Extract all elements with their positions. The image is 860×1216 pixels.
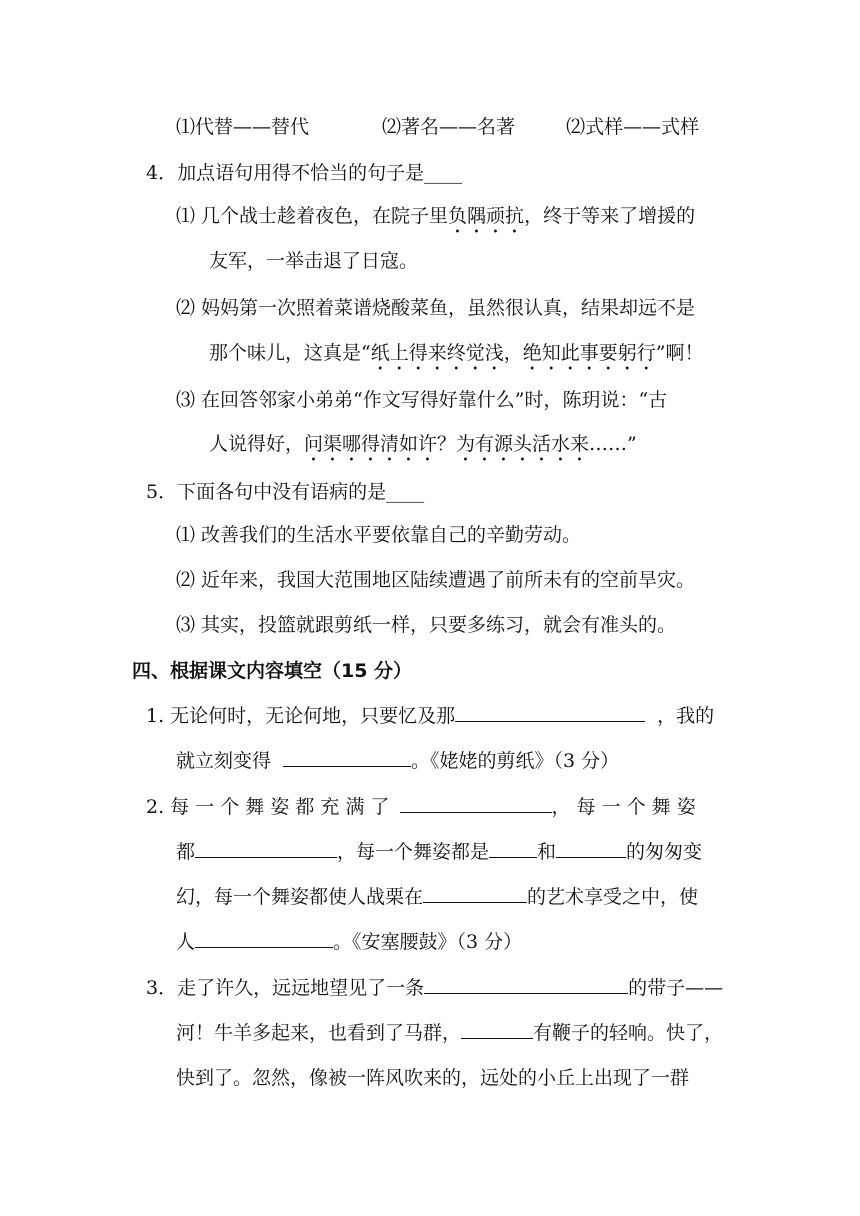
fill-blank[interactable] [556, 839, 626, 858]
emphasized-phrase: 负隅顽抗 [448, 205, 525, 227]
fill-blank[interactable] [400, 794, 552, 813]
fill-blank[interactable] [424, 975, 628, 994]
fill-blank[interactable] [489, 839, 537, 858]
q4-option-3-line-1: ⑶ 在回答邻家小弟弟“作文写得好靠什么”时，陈玥说：“古 [176, 389, 668, 411]
s4-item-2-line-2: 都 ，每一个舞姿都是 和 的匆匆变 [176, 841, 703, 863]
pair-3: ⑵式样——式样 [566, 116, 700, 138]
q4-option-3-line-2: 人说得好，问渠哪得清如许？为有源头活水来……” [209, 433, 637, 455]
pair-2: ⑵著名——名著 [382, 116, 516, 138]
emphasized-phrase: 问渠哪得清如许？为有源头活水来 [304, 433, 590, 455]
fill-blank[interactable] [423, 884, 527, 903]
q4-option-1-line-1: ⑴ 几个战士趁着夜色，在院子里负隅顽抗，终于等来了增援的 [176, 205, 696, 227]
q5-option-1: ⑴ 改善我们的生活水平要依靠自己的辛勤劳动。 [176, 524, 582, 546]
s4-item-2-line-3: 幻，每一个舞姿都使人战栗在 的艺术享受之中，使 [176, 886, 699, 908]
s4-item-2-line-4: 人 。《安塞腰鼓》（3 分） [176, 931, 523, 953]
q4-option-2-line-1: ⑵ 妈妈第一次照着菜谱烧酸菜鱼，虽然很认真，结果却远不是 [176, 297, 696, 319]
section-4-heading: 四、根据课文内容填空（15 分） [132, 660, 413, 682]
fill-blank[interactable] [283, 748, 411, 767]
q5-option-3: ⑶ 其实，投篮就跟剪纸一样，只要多练习，就会有准头的。 [176, 614, 677, 636]
fill-blank[interactable] [195, 929, 333, 948]
s4-item-3-line-1: 3．走了许久，远远地望见了一条 的带子—— [146, 977, 724, 999]
q5-option-2: ⑵ 近年来，我国大范围地区陆续遭遇了前所未有的空前旱灾。 [176, 569, 696, 591]
q4-stem: 4．加点语句用得不恰当的句子是____ [146, 162, 463, 184]
s4-item-2-line-1: 2. 每 一 个 舞 姿 都 充 满 了 ， 每 一 个 舞 姿 [146, 796, 696, 818]
pair-1: ⑴代替——替代 [176, 116, 310, 138]
fill-blank[interactable] [461, 1020, 533, 1039]
q4-option-1-line-2: 友军，一举击退了日寇。 [209, 250, 419, 272]
s4-item-1-line-1: 1. 无论何时，无论何地，只要忆及那 ，我的 [146, 705, 715, 727]
s4-item-3-line-2: 河！牛羊多起来，也看到了马群， 有鞭子的轻响。快了， [176, 1022, 724, 1044]
q5-stem: 5．下面各句中没有语病的是____ [146, 481, 425, 503]
q4-option-2-line-2: 那个味儿，这真是“纸上得来终觉浅，绝知此事要躬行”啊！ [209, 342, 704, 364]
fill-blank[interactable] [195, 839, 337, 858]
s4-item-1-line-2: 就立刻变得 。《姥姥的剪纸》（3 分） [176, 750, 620, 772]
fill-blank[interactable] [455, 703, 645, 722]
s4-item-3-line-3: 快到了。忽然，像被一阵风吹来的，远处的小丘上出现了一群 [176, 1067, 690, 1089]
emphasized-phrase: 纸上得来终觉浅，绝知此事要躬行 [370, 342, 656, 364]
q3-pairs-row [176, 114, 699, 140]
